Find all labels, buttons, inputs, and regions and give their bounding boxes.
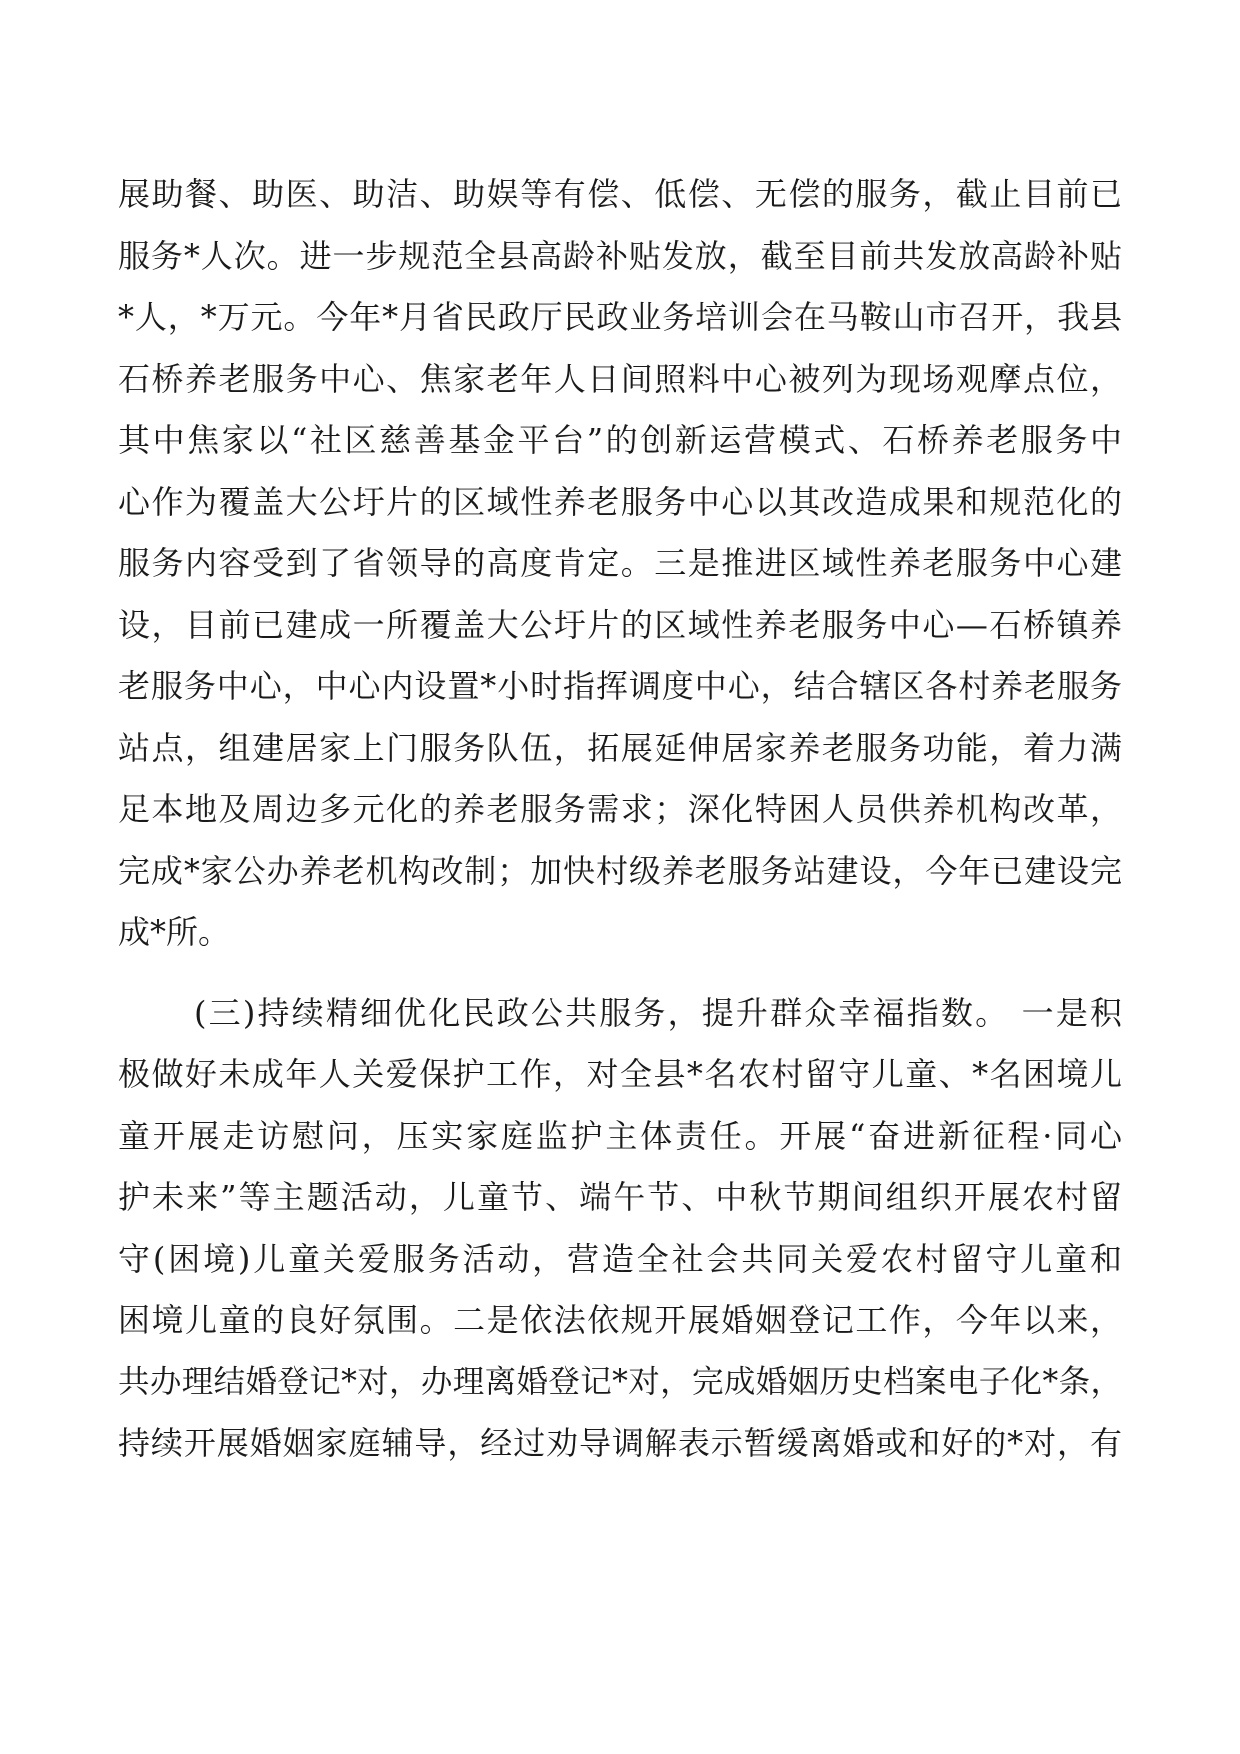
paragraph-line: 服务*人次。进一步规范全县高龄补贴发放，截至目前共发放高龄补贴: [118, 237, 1122, 275]
paragraph-line: 守(困境)儿童关爱服务活动，营造全社会共同关爱农村留守儿童和: [118, 1240, 1122, 1278]
paragraph-line: 成*所。: [118, 913, 231, 951]
paragraph-line: 心作为覆盖大公圩片的区域性养老服务中心以其改造成果和规范化的: [118, 483, 1122, 521]
paragraph-line: 共办理结婚登记*对，办理离婚登记*对，完成婚姻历史档案电子化*条，: [118, 1364, 1122, 1400]
paragraph-line: 其中焦家以“社区慈善基金平台”的创新运营模式、石桥养老服务中: [118, 421, 1122, 459]
paragraph-line: 展助餐、助医、助洁、助娱等有偿、低偿、无偿的服务，截止目前已: [118, 175, 1122, 213]
paragraph-line: 设，目前已建成一所覆盖大公圩片的区域性养老服务中心—石桥镇养: [118, 606, 1122, 644]
paragraph-line: *人，*万元。今年*月省民政厅民政业务培训会在马鞍山市召开，我县: [118, 298, 1122, 336]
paragraph-line: 持续开展婚姻家庭辅导，经过劝导调解表示暂缓离婚或和好的*对，有: [118, 1424, 1122, 1462]
paragraph-line: 完成*家公办养老机构改制；加快村级养老服务站建设，今年已建设完: [118, 852, 1122, 890]
paragraph-line: 足本地及周边多元化的养老服务需求；深化特困人员供养机构改革，: [118, 790, 1122, 828]
paragraph-line: 站点，组建居家上门服务队伍，拓展延伸居家养老服务功能，着力满: [118, 729, 1122, 767]
paragraph-line: 护未来”等主题活动，儿童节、端午节、中秋节期间组织开展农村留: [118, 1178, 1122, 1216]
paragraph-line: 石桥养老服务中心、焦家老年人日间照料中心被列为现场观摩点位，: [118, 360, 1122, 398]
paragraph-line: 童开展走访慰问，压实家庭监护主体责任。开展“奋进新征程·同心: [118, 1117, 1122, 1155]
paragraph-line: 困境儿童的良好氛围。二是依法依规开展婚姻登记工作，今年以来，: [118, 1301, 1122, 1339]
paragraph-line: 老服务中心，中心内设置*小时指挥调度中心，结合辖区各村养老服务: [118, 667, 1122, 705]
paragraph-line: 服务内容受到了省领导的高度肯定。三是推进区域性养老服务中心建: [118, 544, 1122, 582]
paragraph-line: 极做好未成年人关爱保护工作，对全县*名农村留守儿童、*名困境儿: [118, 1055, 1122, 1093]
section-heading-line: (三)持续精细优化民政公共服务，提升群众幸福指数。 一是积: [194, 994, 1122, 1032]
